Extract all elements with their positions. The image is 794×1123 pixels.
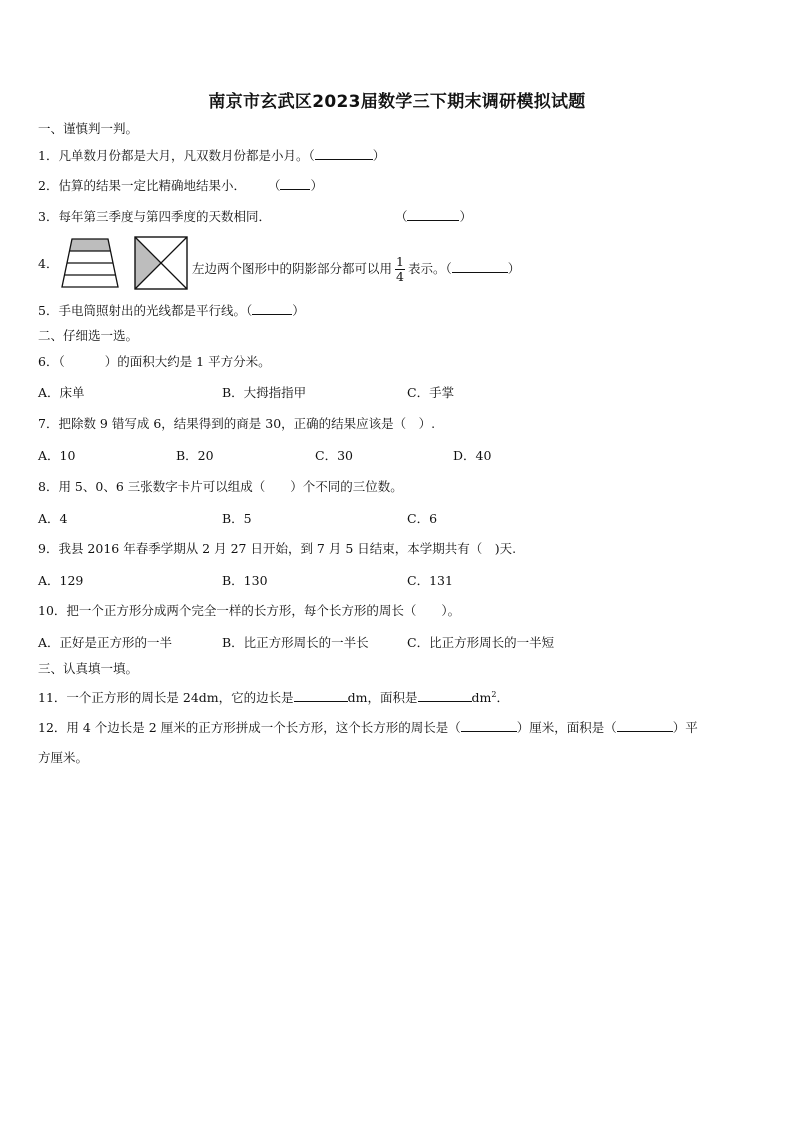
question-4 — [192, 255, 520, 284]
answer-blank-2[interactable] — [280, 177, 310, 190]
question-11-unit: dm — [471, 690, 492, 706]
q8-option-c[interactable]: C．6 — [407, 511, 438, 526]
fraction-denominator: 4 — [396, 269, 404, 284]
question-2-text: 2．估算的结果一定比精确地结果小． — [38, 178, 246, 193]
paren-close: ） — [310, 178, 323, 193]
question-6 — [38, 354, 271, 370]
q6-option-c[interactable]: C．手掌 — [407, 385, 455, 400]
q7-option-b[interactable]: B．20 — [176, 448, 214, 463]
trapezoid-shaded-part — [70, 239, 111, 251]
paren-close: ） — [292, 303, 305, 318]
paren-open: （ — [445, 261, 452, 276]
question-3-text: 3．每年第三季度与第四季度的天数相同． — [38, 209, 271, 224]
question-4-number: 4． — [38, 256, 59, 271]
answer-blank-1[interactable] — [315, 147, 373, 160]
question-9: 9．我县 2016 年春季学期从 2 月 27 日开始，到 7 月 5 日结束，本学期共有（ )天. — [38, 541, 517, 556]
paren-open: （ — [308, 148, 315, 163]
q7-option-d[interactable]: D．40 — [453, 448, 492, 463]
answer-blank-12b[interactable] — [617, 719, 673, 732]
paren-open: （ — [394, 209, 408, 224]
question-3 — [38, 208, 472, 225]
question-12-text-c: ）平 — [672, 720, 698, 735]
question-1-text: 1．凡单数月份都是大月，凡双数月份都是小月。 — [38, 148, 309, 163]
question-8: 8．用 5、0、6 三张数字卡片可以组成（ ）个不同的三位数。 — [38, 479, 403, 494]
section-heading-3: 三、认真填一填。 — [38, 661, 139, 676]
question-4-text: 左边两个图形中的阴影部分都可以用 — [192, 261, 393, 276]
section-heading-1: 一、谨慎判一判。 — [38, 121, 139, 136]
answer-blank-11a[interactable] — [294, 689, 348, 702]
q10-option-a[interactable]: A．正好是正方形的一半 — [38, 635, 173, 650]
q10-option-b[interactable]: B．比正方形周长的一半长 — [222, 635, 369, 650]
unit-superscript: 2 — [491, 690, 497, 699]
q8-option-a[interactable]: A．4 — [38, 511, 68, 526]
q9-option-a[interactable]: A．129 — [38, 573, 84, 588]
question-7: 7．把除数 9 错写成 6，结果得到的商是 30，正确的结果应该是（ ）. — [38, 416, 436, 431]
question-11-text-a: 11．一个正方形的周长是 24dm，它的边长是 — [38, 690, 294, 706]
trapezoid-figure — [60, 236, 120, 290]
q7-option-a[interactable]: A．10 — [38, 448, 76, 463]
paren-open: （ — [245, 303, 253, 318]
question-12-continued: 方厘米。 — [38, 750, 89, 765]
question-10: 10．把一个正方形分成两个完全一样的长方形，每个长方形的周长（ ）。 — [38, 603, 461, 618]
answer-blank-12a[interactable] — [461, 719, 517, 732]
question-11-end: ． — [496, 690, 509, 706]
question-1 — [38, 147, 385, 164]
answer-blank-11b[interactable] — [418, 689, 472, 702]
question-12-text-b: ）厘米，面积是（ — [516, 720, 617, 735]
answer-blank-4[interactable] — [452, 260, 508, 273]
paren-close: ） — [459, 209, 472, 224]
paren-close: ） — [372, 148, 386, 163]
q9-option-c[interactable]: C．131 — [407, 573, 453, 588]
q6-option-b[interactable]: B．大拇指指甲 — [222, 385, 307, 400]
page-title: 南京市玄武区2023届数学三下期末调研模拟试题 — [208, 92, 586, 112]
q10-option-c[interactable]: C．比正方形周长的一半短 — [407, 635, 555, 650]
question-12-text-a: 12．用 4 个边长是 2 厘米的正方形拼成一个长方形，这个长方形的周长是（ — [38, 720, 461, 735]
question-12 — [38, 719, 698, 736]
q6-option-a[interactable]: A．床单 — [38, 385, 85, 400]
paren-open: （ — [267, 178, 281, 193]
q8-option-b[interactable]: B．5 — [222, 511, 252, 526]
question-6-text-a: 6．（ — [38, 354, 65, 369]
fraction-one-quarter — [394, 255, 406, 284]
q9-option-b[interactable]: B．130 — [222, 573, 268, 588]
paren-close: ） — [507, 261, 521, 276]
question-6-text-b: ）的面积大约是 1 平方分米。 — [104, 354, 271, 369]
square-shaded-part — [135, 237, 161, 289]
question-2 — [38, 177, 323, 194]
section-heading-2: 二、仔细选一选。 — [38, 328, 139, 343]
q7-option-c[interactable]: C．30 — [315, 448, 353, 463]
answer-blank-3[interactable] — [407, 208, 459, 221]
answer-blank-5[interactable] — [252, 302, 292, 315]
question-11-text-b: dm，面积是 — [347, 690, 418, 706]
question-11 — [38, 687, 509, 706]
question-5-text: 5．手电筒照射出的光线都是平行线。 — [38, 303, 246, 318]
question-4-text-after: 表示。 — [407, 261, 446, 276]
square-figure — [133, 235, 189, 291]
fraction-numerator: 1 — [396, 254, 404, 269]
question-5 — [38, 302, 305, 319]
